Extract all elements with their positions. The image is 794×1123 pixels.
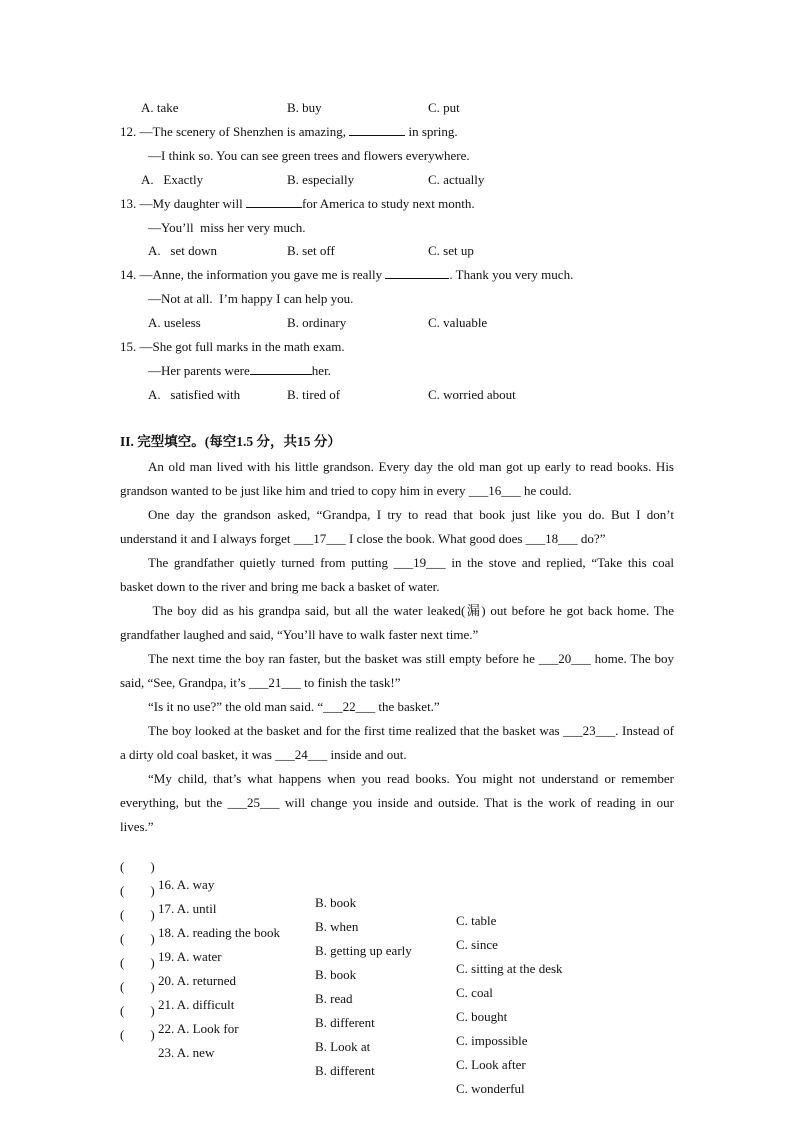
q14-option-a: A. useless <box>148 315 201 330</box>
passage-paragraph-7 <box>120 719 674 767</box>
q11-option-a: A. take <box>141 100 179 115</box>
q14-stem-pre: 14. —Anne, the information you gave me is really <box>120 267 386 282</box>
option-a: 21. A. difficult <box>158 997 235 1012</box>
q14-reply: —Not at all. I’m happy I can help you. <box>148 291 354 306</box>
option-a: 23. A. new <box>158 1045 215 1060</box>
q13-stem <box>120 195 475 213</box>
q15-blank <box>250 362 312 375</box>
q12-stem-pre: 12. —The scenery of Shenzhen is amazing, <box>120 124 350 139</box>
q13-option-a: A. set down <box>148 243 217 258</box>
option-b: B. book <box>315 895 357 910</box>
paragraph-2-text: One day the grandson asked, “Grandpa, I try to read that book just like you do. But I don’t understand it and I always forget ___17___ I close the book. What good does ___18___ do?” <box>120 507 674 546</box>
passage-paragraph-1 <box>120 455 674 503</box>
option-c: C. sitting at the desk <box>456 961 563 976</box>
option-a: 17. A. until <box>158 901 217 916</box>
q15-reply-pre: —Her parents were <box>148 363 250 378</box>
option-c: C. Look after <box>456 1057 526 1072</box>
q13-stem-post: for America to study next month. <box>302 196 475 211</box>
answer-paren: ( ) <box>120 907 155 922</box>
option-b: B. when <box>315 919 359 934</box>
q12-reply: —I think so. You can see green trees and flowers everywhere. <box>148 148 470 163</box>
passage-paragraph-5 <box>120 647 674 695</box>
q15-option-c: C. worried about <box>428 387 516 402</box>
q12-option-b: B. especially <box>287 172 355 187</box>
q11-option-c: C. put <box>428 100 460 115</box>
q14-option-b: B. ordinary <box>287 315 347 330</box>
q12-option-c: C. actually <box>428 172 485 187</box>
answer-paren: ( ) <box>120 955 155 970</box>
answer-paren: ( ) <box>120 883 155 898</box>
q15-option-b: B. tired of <box>287 387 341 402</box>
option-c: C. table <box>456 913 497 928</box>
q15-reply <box>148 362 331 380</box>
paragraph-7-text: The boy looked at the basket and for the first time realized that the basket was ___23___. Instead of a dirty old coal basket, it was ___24___ inside and out. <box>120 723 674 762</box>
q12-blank <box>349 123 405 136</box>
answer-paren: ( ) <box>120 1027 155 1042</box>
paragraph-3-text: The grandfather quietly turned from putting ___19___ in the stove and replied, “Take this coal basket down to the river and bring me back a basket of water. <box>120 555 674 594</box>
option-b: B. getting up early <box>315 943 412 958</box>
q14-stem-post: . Thank you very much. <box>449 267 574 282</box>
paragraph-5-text: The next time the boy ran faster, but the basket was still empty before he ___20___ home. The boy said, “See, Grandpa, it’s ___21___ to finish the task!” <box>120 651 674 690</box>
paragraph-6-text: “Is it no use?” the old man said. “___22___ the basket.” <box>148 699 440 714</box>
option-a: 16. A. way <box>158 877 215 892</box>
option-c: C. coal <box>456 985 493 1000</box>
answer-paren: ( ) <box>120 931 155 946</box>
option-a: 20. A. returned <box>158 973 236 988</box>
option-c: C. wonderful <box>456 1081 525 1096</box>
q14-stem <box>120 266 573 284</box>
option-b: B. different <box>315 1015 375 1030</box>
passage-paragraph-4 <box>120 599 674 647</box>
option-a: 18. A. reading the book <box>158 925 281 940</box>
q13-option-c: C. set up <box>428 243 474 258</box>
q15-reply-post: her. <box>311 363 331 378</box>
option-a: 19. A. water <box>158 949 222 964</box>
paragraph-8-text: “My child, that’s what happens when you read books. You might not understand or remember everything, but the ___25___ will change you inside and outside. That is the work of reading in our lives.” <box>120 771 674 834</box>
paragraph-4-text: The boy did as his grandpa said, but all the water leaked(漏) out before he got back home. The grandfather laughed and said, “You’ll have to walk faster next time.” <box>120 603 674 642</box>
q12-option-a: A. Exactly <box>141 172 204 187</box>
q12-stem-post: in spring. <box>405 124 458 139</box>
passage-paragraph-6 <box>120 695 674 719</box>
paragraph-1-text: An old man lived with his little grandson. Every day the old man got up early to read books. His grandson wanted to be just like him and tried to copy him in every ___16___ he could. <box>120 459 674 498</box>
q12-stem <box>120 123 458 141</box>
option-b: B. different <box>315 1063 375 1078</box>
q13-blank <box>246 195 302 208</box>
q15-stem: 15. —She got full marks in the math exam. <box>120 339 345 354</box>
option-a: 22. A. Look for <box>158 1021 239 1036</box>
q11-option-b: B. buy <box>287 100 322 115</box>
option-b: B. book <box>315 967 357 982</box>
q13-reply: —You’ll miss her very much. <box>148 220 306 235</box>
q13-option-b: B. set off <box>287 243 335 258</box>
option-b: B. read <box>315 991 353 1006</box>
q14-blank <box>385 266 449 279</box>
answer-paren: ( ) <box>120 859 155 874</box>
option-c: C. bought <box>456 1009 508 1024</box>
passage-paragraph-2 <box>120 503 674 551</box>
option-c: C. impossible <box>456 1033 528 1048</box>
option-c: C. since <box>456 937 498 952</box>
passage-paragraph-8 <box>120 767 674 839</box>
answer-paren: ( ) <box>120 979 155 994</box>
passage-paragraph-3 <box>120 551 674 599</box>
option-b: B. Look at <box>315 1039 371 1054</box>
section-heading: II. 完型填空。(每空1.5 分，共15 分） <box>120 434 341 449</box>
answer-paren: ( ) <box>120 1003 155 1018</box>
q14-option-c: C. valuable <box>428 315 488 330</box>
q15-option-a: A. satisfied with <box>148 387 241 402</box>
q13-stem-pre: 13. —My daughter will <box>120 196 247 211</box>
